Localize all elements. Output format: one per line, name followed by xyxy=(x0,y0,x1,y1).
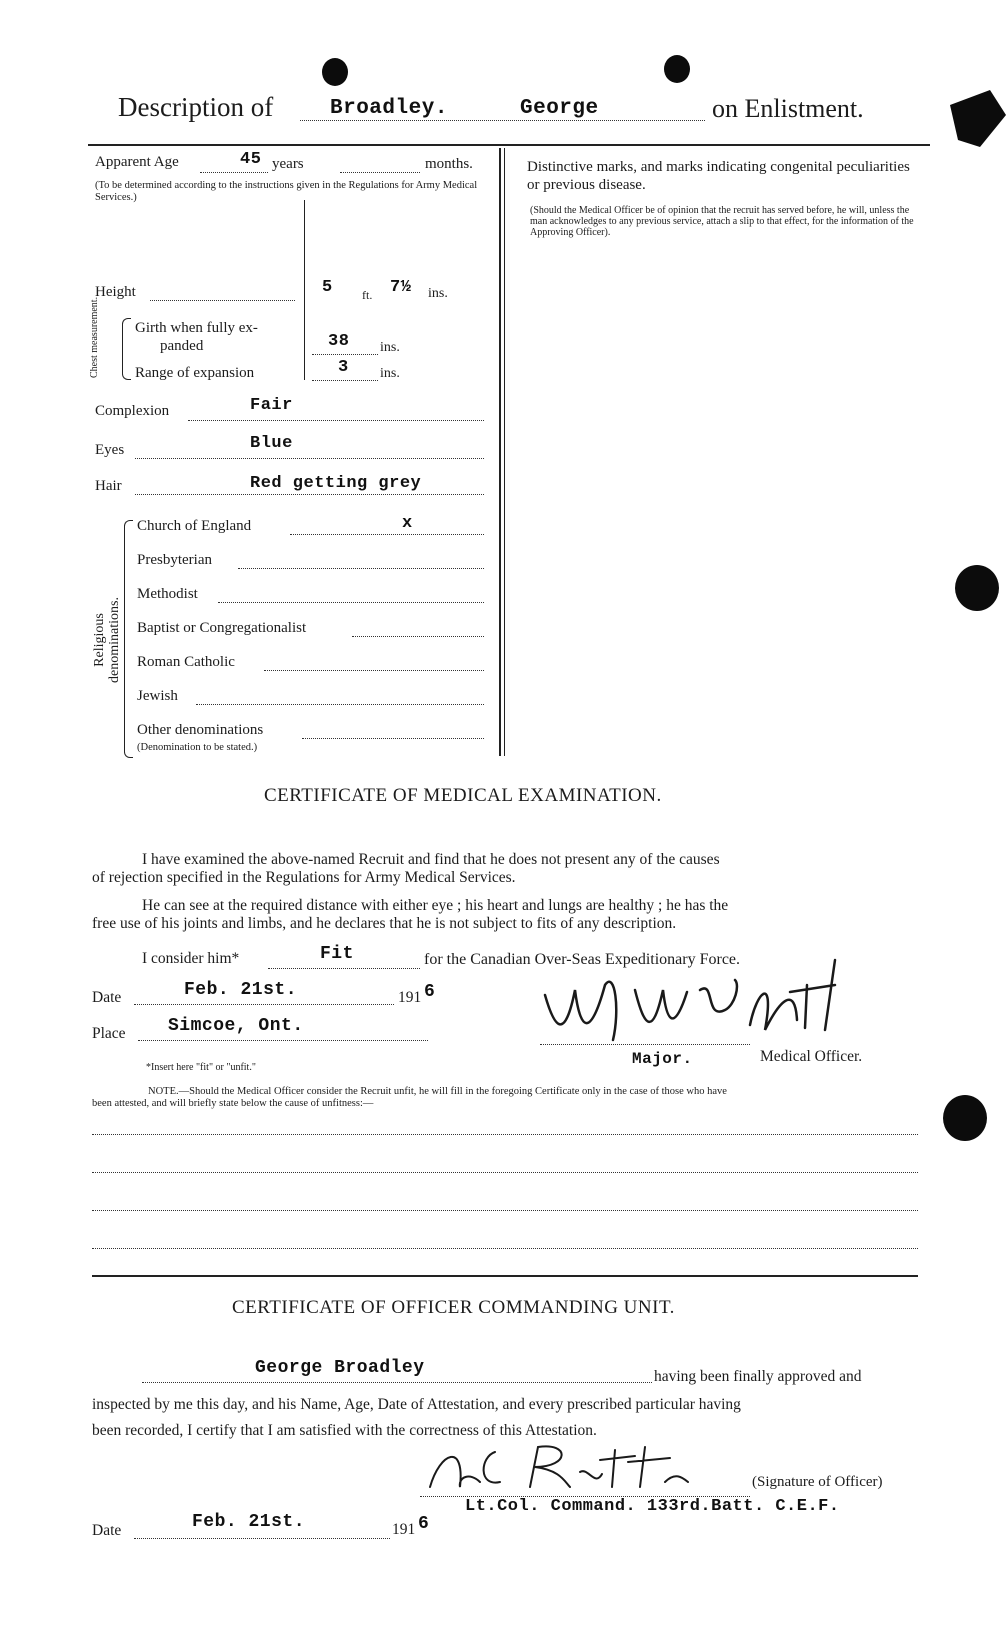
header-rule xyxy=(88,144,930,146)
header-title-prefix: Description of xyxy=(118,92,274,122)
commanding-certificate-heading: CERTIFICATE OF OFFICER COMMANDING UNIT. xyxy=(232,1297,675,1318)
marks-column-divider-a xyxy=(499,148,501,756)
eyes-value: Blue xyxy=(250,434,293,453)
consider-dots xyxy=(268,968,420,969)
commanding-date-label: Date xyxy=(92,1522,122,1539)
range-value: 3 xyxy=(338,358,349,377)
apparent-age-value: 45 xyxy=(240,150,262,169)
distinctive-marks-note: (Should the Medical Officer be of opinion that the recruit has served before, he will, unless the man acknowledges to any previous service, attach a slip to that effect, for the information of the Approving Officer). xyxy=(530,205,914,238)
height-label: Height xyxy=(95,284,136,300)
religion-bracket xyxy=(124,520,133,758)
punch-hole-right-middle xyxy=(955,565,999,611)
commanding-line2: inspected by me this day, and his Name, Age, Date of Attestation, and every prescribed particular having xyxy=(92,1396,741,1413)
medical-place-dots xyxy=(138,1040,428,1041)
ft-label: ft. xyxy=(362,288,373,302)
eyes-dots xyxy=(135,458,484,459)
header-given-name: George xyxy=(520,97,599,120)
commanding-date-value: Feb. 21st. xyxy=(192,1512,306,1532)
description-column-divider xyxy=(304,200,305,380)
header-dotted-line xyxy=(300,120,705,121)
medical-section-rule xyxy=(92,1275,918,1277)
medical-para2-line1: He can see at the required distance with either eye ; his heart and lungs are healthy ; he has the xyxy=(142,897,729,914)
religion-dots-jewish xyxy=(196,704,484,705)
religion-dots-methodist xyxy=(218,602,484,603)
medical-date-value: Feb. 21st. xyxy=(184,980,298,1000)
commanding-line3: been recorded, I certify that I am satisfied with the correctness of this Attestation. xyxy=(92,1422,597,1439)
commanding-date-dots xyxy=(134,1538,390,1539)
medical-officer-dots xyxy=(540,1044,750,1045)
years-label: years xyxy=(272,156,304,172)
months-label: months. xyxy=(425,156,473,172)
punch-hole-top-right xyxy=(664,55,690,83)
religious-denominations-label: Religious denominations. xyxy=(92,597,122,683)
religion-other-note: (Denomination to be stated.) xyxy=(137,742,258,753)
girth-label-line1: Girth when fully ex- xyxy=(135,320,258,336)
complexion-value: Fair xyxy=(250,396,293,415)
medical-officer-label: Medical Officer. xyxy=(760,1048,863,1065)
medical-place-label: Place xyxy=(92,1025,126,1042)
height-in-value: 7½ xyxy=(390,278,412,297)
commanding-line1-suffix: having been finally approved and xyxy=(654,1368,862,1385)
unfitness-line-3 xyxy=(92,1210,918,1211)
range-dots xyxy=(312,380,378,381)
girth-dots xyxy=(312,354,378,355)
religion-item-presbyterian: Presbyterian xyxy=(137,552,212,568)
religion-item-jewish: Jewish xyxy=(137,688,178,704)
chest-measurement-label: Chest measurement. xyxy=(89,296,100,378)
religion-item-other: Other denominations xyxy=(137,722,264,738)
insert-note: *Insert here "fit" or "unfit." xyxy=(146,1062,256,1073)
religion-item-methodist: Methodist xyxy=(137,586,198,602)
unfitness-line-1 xyxy=(92,1134,918,1135)
religion-dots-roman-catholic xyxy=(264,670,484,671)
commanding-rank-value: Lt.Col. Command. 133rd.Batt. C.E.F. xyxy=(465,1497,840,1516)
commanding-officer-signature xyxy=(420,1432,710,1502)
consider-suffix: for the Canadian Over-Seas Expeditionary Force. xyxy=(424,951,741,968)
religion-dots-other xyxy=(302,738,484,739)
hair-label: Hair xyxy=(95,478,122,494)
consider-label: I consider him* xyxy=(142,950,240,967)
header-title-suffix: on Enlistment. xyxy=(712,94,864,123)
punch-hole-right-lower xyxy=(943,1095,987,1141)
height-label-dots xyxy=(150,300,295,301)
medical-place-value: Simcoe, Ont. xyxy=(168,1016,304,1036)
commanding-name-dots xyxy=(142,1382,652,1383)
religion-dots-church-of-england xyxy=(290,534,484,535)
height-ft-value: 5 xyxy=(322,278,333,297)
medical-date-dots xyxy=(134,1004,394,1005)
medical-date-label: Date xyxy=(92,989,122,1006)
unfitness-line-4 xyxy=(92,1248,918,1249)
medical-officer-rank: Major. xyxy=(632,1050,693,1068)
girth-unit: ins. xyxy=(380,340,400,355)
unfit-note-line1: NOTE.—Should the Medical Officer consider the Recruit unfit, he will fill in the foregoing Certificate only in the case of those who have xyxy=(148,1086,727,1097)
complexion-dots xyxy=(188,420,484,421)
religion-dots-baptist xyxy=(352,636,484,637)
punch-hole-top-left xyxy=(322,58,348,86)
medical-certificate-heading: CERTIFICATE OF MEDICAL EXAMINATION. xyxy=(264,785,662,806)
commanding-year-prefix: 191 xyxy=(392,1521,416,1538)
girth-label-line2: panded xyxy=(160,338,204,354)
religion-item-roman-catholic: Roman Catholic xyxy=(137,654,235,670)
religion-item-baptist: Baptist or Congregationalist xyxy=(137,620,307,636)
complexion-label: Complexion xyxy=(95,403,170,419)
apparent-age-dots xyxy=(200,172,268,173)
religion-item-church-of-england: Church of England xyxy=(137,518,252,534)
signature-of-officer-label: (Signature of Officer) xyxy=(752,1474,883,1490)
consider-value: Fit xyxy=(320,944,354,964)
commanding-name-value: George Broadley xyxy=(255,1358,425,1378)
medical-year-prefix: 191 xyxy=(398,989,422,1006)
range-label: Range of expansion xyxy=(135,365,255,381)
marks-column-divider-b xyxy=(504,148,505,756)
girth-value: 38 xyxy=(328,332,350,351)
header-surname: Broadley. xyxy=(330,97,448,120)
religion-mark-church-of-england: x xyxy=(402,514,413,533)
medical-para1-line1: I have examined the above-named Recruit and find that he does not present any of the causes xyxy=(142,851,720,868)
distinctive-marks-heading: Distinctive marks, and marks indicating congenital peculiarities or previous disease. xyxy=(527,159,910,193)
medical-para2-line2: free use of his joints and limbs, and he declares that he is not subject to fits of any description. xyxy=(92,915,677,932)
unfitness-line-2 xyxy=(92,1172,918,1173)
months-dots xyxy=(340,172,420,173)
eyes-label: Eyes xyxy=(95,442,125,458)
medical-year-digit: 6 xyxy=(424,982,436,1002)
range-unit: ins. xyxy=(380,366,400,381)
hair-value: Red getting grey xyxy=(250,474,422,493)
medical-officer-signature xyxy=(535,950,865,1050)
medical-para1-line2: of rejection specified in the Regulations for Army Medical Services. xyxy=(92,869,516,886)
unfit-note-line2: been attested, and will briefly state below the cause of unfitness:— xyxy=(92,1098,374,1109)
religion-dots-presbyterian xyxy=(238,568,484,569)
commanding-year-digit: 6 xyxy=(418,1514,430,1534)
age-note: (To be determined according to the instructions given in the Regulations for Army Medical Services.) xyxy=(95,180,478,203)
chest-bracket xyxy=(122,318,131,380)
apparent-age-label: Apparent Age xyxy=(95,154,179,170)
corner-mark-icon xyxy=(930,85,1006,155)
hair-dots xyxy=(135,494,484,495)
height-ins-label: ins. xyxy=(428,286,448,301)
